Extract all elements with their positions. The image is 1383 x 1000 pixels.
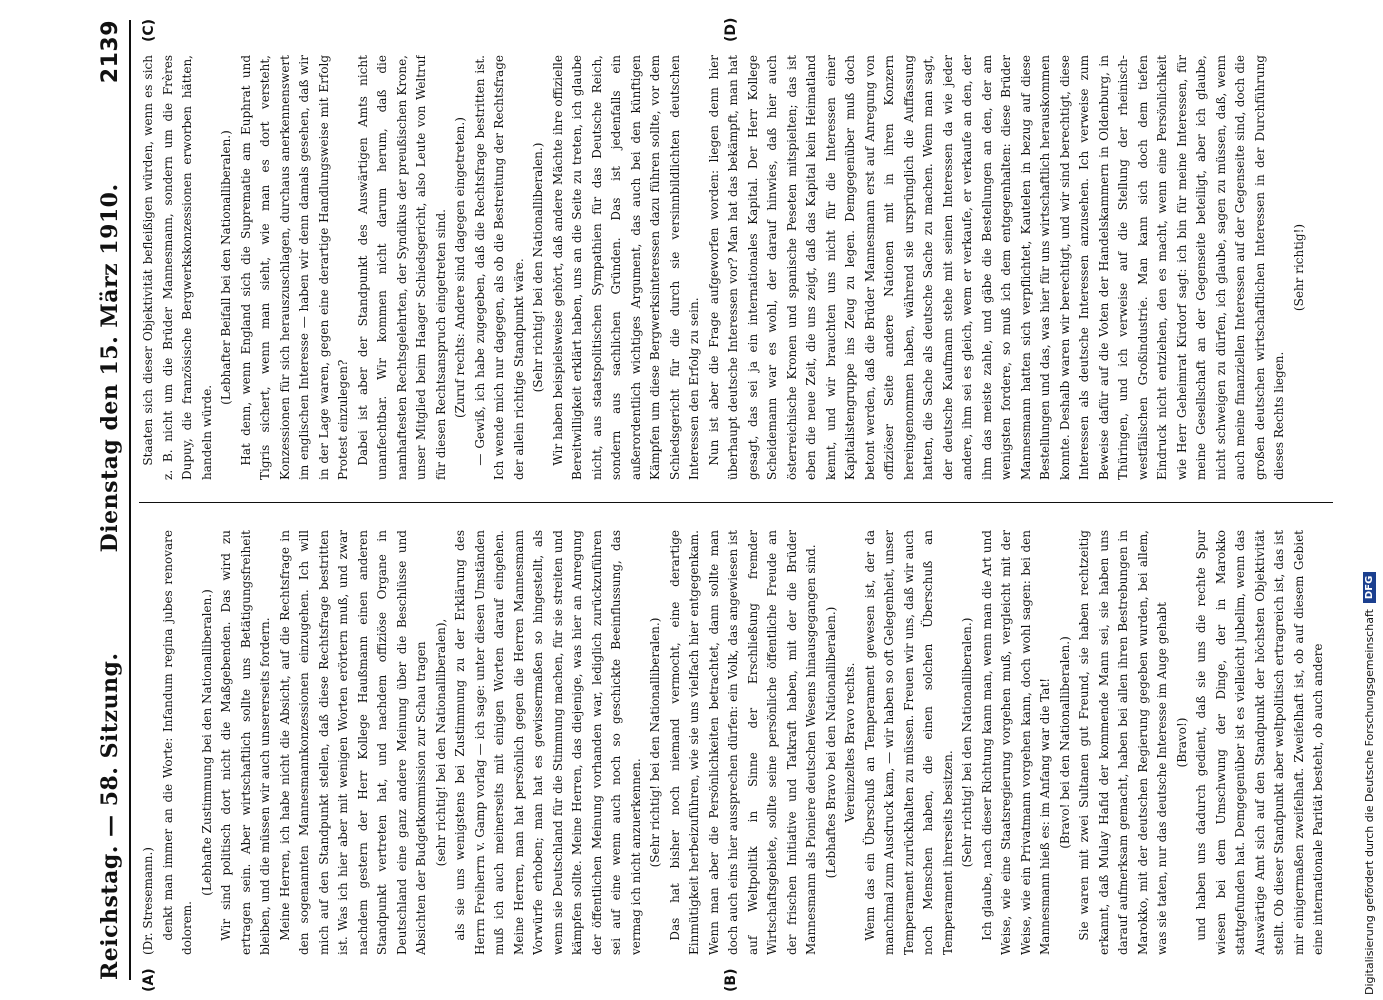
- paragraph: Ich glaube, nach dieser Richtung kann man, wenn man die Art und Weise, wie eine Staatsregierung vorgehen muß, vergleicht mit der Weise, wie ein Privatmann vorgehen kann, doch wohl sagen: bei den Mannesmann hieß es: im Anfang war die Tat!: [979, 530, 1052, 955]
- margin-marker-d: (D): [723, 17, 739, 42]
- paragraph: Sie waren mit zwei Sultanen gut Freund, sie haben rechtzeitig erkannt, daß Mulay Hafid der kommende Mann sei, sie haben uns darauf aufmerksam gemacht, haben bei allen ihren Bestrebungen in Marokko, mit der deutschen Regierung gegeben wurden, bei allem, was sie taten, nur das deutsche Interesse im Auge gehabt: [1077, 530, 1169, 955]
- paragraph: (sehr richtig! bei den Nationalliberalen),: [433, 618, 448, 867]
- paragraph: Das hat bisher noch niemand vermocht, eine derartige Einmütigkeit herbeizuführen, wie sie uns vielfach hier entgegenkam. Wenn man aber die Persönlichkeiten betrachtet, dann sollte man doch auch eins hier aussprechen dürfen: ein Volk, das angewiesen ist auf Weltpolitik in Sinne der Erschließung fremder Wirtschaftsgebiete, sollte seine persönliche öffentliche Freude an der frischen Initiative und Tatkraft haben, mit der die Brüder Mannesmann als Pioniere deutschen Wesens hinausgegangen sind.: [667, 530, 818, 955]
- page-header: [83, 20, 123, 980]
- right-column: [139, 55, 1333, 480]
- document-page: [83, 0, 1353, 1000]
- paragraph: (Sehr richtig!): [1291, 223, 1306, 312]
- paragraph: Hat denn, wenn England sich die Suprematie am Euphrat und Tigris sichert, wenn man sieht, wie man es dort versteht, Konzessionen für sich herauszuschlagen, durchaus anerkennenswert im englischen Interesse — haben wir denn damals gesehen, daß wir in der Lage waren, gegen eine derartige Handlungsweise mit Erfolg Protest einzulegen?: [238, 55, 350, 480]
- paragraph: (Lebhaftes Bravo bei den Nationalliberalen.): [823, 606, 838, 879]
- page-number: 2139: [98, 20, 123, 84]
- left-column: [139, 530, 1333, 955]
- paragraph: Wir sind politisch dort nicht die Maßgebenden. Das wird zu ertragen sein. Aber wirtschaftlich sollte uns Betätigungsfreiheit bleiben, und die müssen wir auch unsererseits fordern.: [219, 530, 272, 955]
- left-column-text: [159, 530, 1329, 955]
- speaker-label: (Dr. Stresemann.): [141, 847, 155, 955]
- paragraph: Dabei ist aber der Standpunkt des Auswärtigen Amts nicht unanfechtbar. Wir kommen nicht darum herum, daß die namhaftesten Rechtsgelehrten, der Syndikus der preußischen Krone, unser Mitglied beim Haager Schiedsgericht, also Leute von Weltruf für diesen Rechtsanspruch eingetreten sind.: [355, 55, 448, 480]
- header-rule: [129, 20, 131, 980]
- paragraph: (Bravo! bei den Nationalliberalen.): [1057, 636, 1072, 849]
- paragraph: (Sehr richtig! bei den Nationalliberalen.): [648, 617, 662, 868]
- paragraph: Vereinzeltes Bravo rechts.: [843, 662, 857, 823]
- paragraph: (Bravo!): [1174, 717, 1189, 768]
- dfg-logo: DFG: [1363, 572, 1376, 603]
- paragraph: (Zuruf rechts: Andere sind dagegen eingetreten.): [453, 117, 467, 418]
- margin-marker-b: (B): [723, 968, 739, 992]
- paragraph: — Gewiß, ich habe zugegeben, daß die Rechtsfrage bestritten ist. Ich wende mich nur dagegen, als ob die Bestreitung der Rechtsfrage der allein richtige Standpunkt wäre.: [472, 55, 526, 480]
- paragraph: Nun ist aber die Frage aufgeworfen worden: liegen denn hier überhaupt deutsche Interessen vor? Man hat das bekämpft, man hat gesagt, das sei ja ein internationales Kapital. Der Herr Kollege Scheidemann war es wohl, der darauf hinwies, daß hier auch österreichische Kronen und spanische Peseten mitspielten; das ist eben die neue Zeit, die uns zeigt, daß das Kapital kein Heimatland kennt, und wir brauchten uns nicht für die Interessen einer Kapitalistengruppe ins Zeug zu legen. Demgegenüber muß doch betont werden, daß die Brüder Mannesmann erst auf Anregung von offiziöser Seite andere Nationen mit in ihren Konzern hereingenommen haben, während sie ursprünglich die Auffassung hatten, die Sache als deutsche Sache zu machen. Wenn man sagt, der deutsche Kaufmann stehe mit seinen Interessen da wie jeder andere, ihm sei es gleich, wem er verkaufe, er verkaufe an den, der ihm das meiste zahle, und gäbe die Bestellungen an den, der am wenigsten fordere, so muß ich dem entgegenhalten: diese Brüder Mannesmann hatten sich verpflichtet, Kautelen in bezug auf diese Bestellungen und das, was hier für uns wirtschaftlich herauskommen konnte. Deshalb waren wir berechtigt, und wir sind berechtigt, diese Interessen als deutsche Interessen anzusehen. Ich verweise zum Beweise dafür auf die Voten der Handelskammern in Oldenburg, in Thüringen, und ich verweise auf die Stellung der rheinisch-westfälischen Großindustrie. Man kann sich doch dem tiefen Eindruck nicht entziehen, den es macht, wenn eine Persönlichkeit wie Herr Geheimrat Kirdorf sagt: ich bin für meine Interessen, für meine Gesellschaft an der Gegenseite beteiligt, aber ich glaube, nicht schweigen zu dürfen, ich glaube, sagen zu müssen, daß, wenn auch meine finanziellen Interessen auf der Gegenseite sind, doch die großen deutschen wirtschaftlichen Interessen in der Durchführung dieses Rechts liegen.: [706, 55, 1286, 480]
- column-divider: [139, 502, 1333, 503]
- paragraph: (Sehr richtig! bei den Nationalliberalen.): [960, 617, 974, 868]
- paragraph: Wenn das ein Überschuß an Temperament gewesen ist, der da manchmal zum Ausdruck kam, — wir haben so oft Gelegenheit, unser Temperament zurückhalten zu müssen. Freuen wir uns, daß wir auch noch Menschen haben, die einen solchen Überschuß an Temperament ihrerseits besitzen.: [862, 530, 955, 955]
- paragraph: (Sehr richtig! bei den Nationalliberalen.): [531, 142, 545, 393]
- margin-marker-a: (A): [141, 968, 157, 992]
- paragraph: denkt man immer an die Worte: Infandum regina jubes renovare dolorem.: [160, 530, 194, 955]
- paragraph: als sie uns wenigstens bei Zustimmung zu der Erklärung des Herrn Freiherrn v. Gamp vorlag — ich sage: unter diesen Umständen muß ich auch meinerseits mit einigen Worten darauf eingehen. Meine Herren, man hat persönlich gegen die Herren Mannesmann Vorwürfe erhoben; man hat es gewissermaßen so hingestellt, als wenn sie Deutschland für die Stimmung machen, für sie streiten und kämpfen sollte. Meine Herren, das diejenige, was hier an Anregung der öffentlichen Meinung vorhanden war, lediglich zurückzuführen sei auf eine wenn auch noch so geschickte Beeinflussung, das vermag ich nicht anzuerkennen.: [453, 530, 643, 955]
- header-session: Reichstag. — 58. Sitzung.: [97, 652, 123, 980]
- margin-marker-c: (C): [141, 18, 157, 42]
- right-column-text: [139, 55, 1309, 480]
- paragraph: Meine Herren, ich habe nicht die Absicht, auf die Rechtsfrage in den sogenannten Mannesmannkonzessionen einzugehen. Ich will mich auf den Standpunkt stellen, daß diese Rechtsfrage bestritten ist. Was ich hier aber mit wenigen Worten erörtern muß, und zwar nachdem gestern der Herr Kollege Haußmann einen anderen Standpunkt vertreten hat, und nachdem offiziöse Organe in Deutschland eine ganz andere Meinung über die Beschlüsse und Absichten der Budgetkommission zur Schau tragen: [277, 530, 428, 955]
- paragraph: Staaten sich dieser Objektivität befleißigen würden, wenn es sich z. B. nicht um die Brüder Mannesmann, sondern um die Frères Dupuy, die französische Bergwerkskonzessionen erworben hätten, handeln würde.: [141, 55, 214, 480]
- paragraph: und haben uns dadurch gedient, daß sie uns die rechte Spur wiesen bei dem Umschwung der Dinge, der in Marokko stattgefunden hat. Demgegenüber ist es vielleicht jubelim, wenn das Auswärtige Amt sich auf den Standpunkt der höchsten Objektivität stellt. Ob dieser Standpunkt aber weltpolitisch ertragreich ist, das ist mir einigermaßen zweifelhaft. Zweifelhaft ist, ob auf diesem Gebiet eine internationale Parität besteht, ob auch andere: [1194, 530, 1325, 955]
- credit-text: Digitalisierung gefördert durch die Deutsche Forschungsgemeinschaft: [1363, 609, 1376, 995]
- paragraph: (Lebhafter Beifall bei den Nationalliberalen.): [219, 130, 233, 405]
- paragraph: (Lebhafte Zustimmung bei den Nationalliberalen.): [199, 589, 214, 896]
- paragraph: Wir haben beispielsweise gehört, daß andere Mächte ihre offizielle Bereitwilligkeit erklärt haben, uns an die Seite zu treten, ich glaube nicht, aus staatspolitischen Sympathien für das Deutsche Reich, sondern aus sachlichen Gründen. Das ist jedenfalls ein außerordentlich wichtiges Argument, das auch bei den künftigen Kämpfen um diese Bergwerksinteressen dazu führen sollte, vor dem Schiedsgericht für die durch sie versinnbildlichten deutschen Interessen den Erfolg zu sein.: [550, 55, 701, 480]
- digitization-credit: [1363, 572, 1376, 995]
- header-date: Dienstag den 15. März 1910.: [97, 183, 123, 553]
